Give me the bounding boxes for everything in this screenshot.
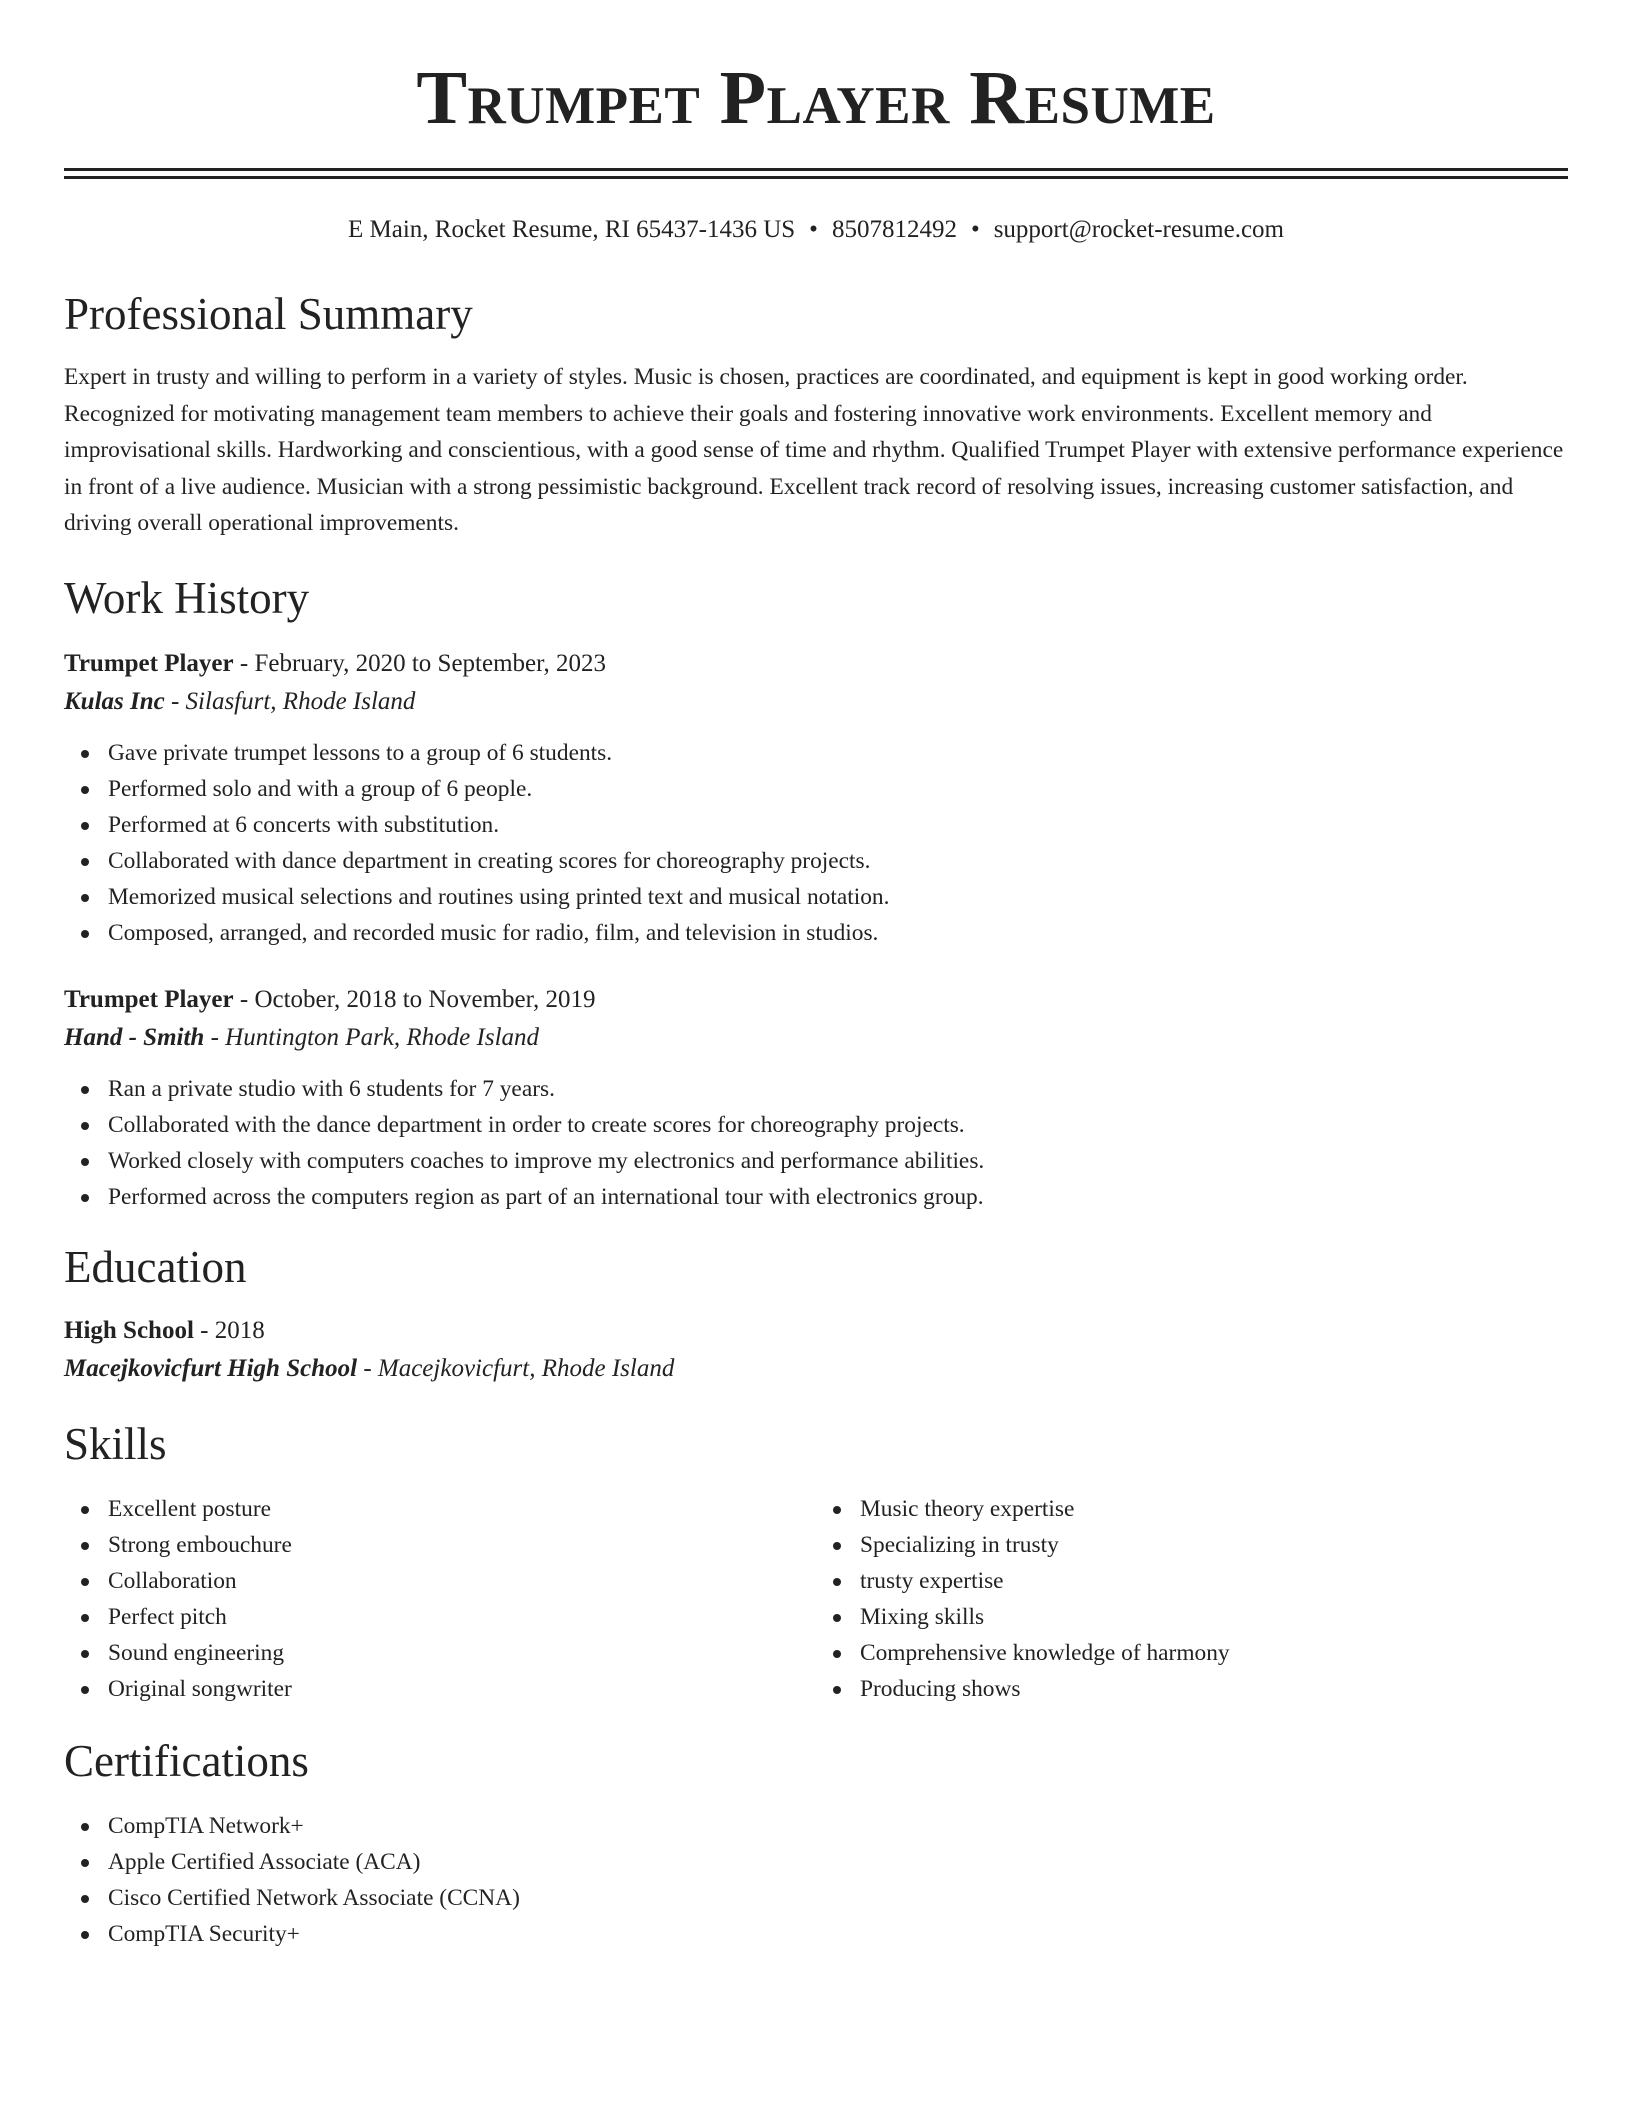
list-item: Specializing in trusty bbox=[860, 1527, 1568, 1563]
education-entry bbox=[64, 1312, 1568, 1388]
certifications-list bbox=[64, 1808, 1568, 1952]
list-item: Collaborated with dance department in creating scores for choreography projects. bbox=[108, 843, 1568, 879]
job-location: - Huntington Park, Rhode Island bbox=[204, 1023, 540, 1051]
job-company: Hand - Smith bbox=[64, 1023, 205, 1051]
contact-separator: • bbox=[809, 216, 818, 243]
list-item: Strong embouchure bbox=[108, 1527, 816, 1563]
list-item: Comprehensive knowledge of harmony bbox=[860, 1635, 1568, 1671]
list-item: Music theory expertise bbox=[860, 1491, 1568, 1527]
job-title-line bbox=[64, 645, 1568, 683]
summary-text: Expert in trusty and willing to perform in a variety of styles. Music is chosen, practices are coordinated, and equipment is kept in good working order. Recognized for motivating management team members to achieve their goals and fostering innovative work environments. Excellent memory and improvisational skills. Hardworking and conscientious, with a good sense of time and rhythm. Qualified Trumpet Player with extensive performance experience in front of a live audience. Musician with a strong pessimistic background. Excellent track record of resolving issues, increasing customer satisfaction, and driving overall operational improvements. bbox=[64, 364, 1564, 536]
contact-line bbox=[64, 217, 1568, 242]
list-item: Sound engineering bbox=[108, 1635, 816, 1671]
list-item: Composed, arranged, and recorded music for radio, film, and television in studios. bbox=[108, 915, 1568, 951]
list-item: Producing shows bbox=[860, 1671, 1568, 1707]
contact-email[interactable]: support@rocket-resume.com bbox=[993, 216, 1284, 243]
work-history-heading: Work History bbox=[64, 572, 310, 623]
education-degree-line bbox=[64, 1312, 1568, 1350]
job-location: - Silasfurt, Rhode Island bbox=[164, 687, 416, 715]
list-item: Gave private trumpet lessons to a group of 6 students. bbox=[108, 735, 1568, 771]
education-degree: High School bbox=[64, 1316, 194, 1344]
list-item: trusty expertise bbox=[860, 1563, 1568, 1599]
job-duties-list bbox=[64, 735, 1568, 951]
list-item: CompTIA Security+ bbox=[108, 1916, 1568, 1952]
list-item: Memorized musical selections and routines using printed text and musical notation. bbox=[108, 879, 1568, 915]
list-item: CompTIA Network+ bbox=[108, 1808, 1568, 1844]
contact-address: E Main, Rocket Resume, RI 65437-1436 US bbox=[347, 216, 796, 243]
education-location: - Macejkovicfurt, Rhode Island bbox=[357, 1354, 675, 1382]
skills-columns bbox=[64, 1491, 1568, 1707]
list-item: Perfect pitch bbox=[108, 1599, 816, 1635]
job-dates: - February, 2020 to September, 2023 bbox=[233, 649, 606, 677]
skills-list-right bbox=[816, 1491, 1568, 1707]
list-item: Excellent posture bbox=[108, 1491, 816, 1527]
list-item: Original songwriter bbox=[108, 1671, 816, 1707]
list-item: Worked closely with computers coaches to improve my electronics and performance abilities. bbox=[108, 1143, 1568, 1179]
list-item: Apple Certified Associate (ACA) bbox=[108, 1844, 1568, 1880]
list-item: Collaboration bbox=[108, 1563, 816, 1599]
education-year: - 2018 bbox=[193, 1316, 265, 1344]
job-title: Trumpet Player bbox=[64, 649, 234, 677]
job-company-line bbox=[64, 1019, 1568, 1057]
list-item: Collaborated with the dance department in order to create scores for choreography projects. bbox=[108, 1107, 1568, 1143]
skills-list-left bbox=[64, 1491, 816, 1707]
summary-heading: Professional Summary bbox=[64, 289, 473, 339]
list-item: Performed across the computers region as part of an international tour with electronics group. bbox=[108, 1179, 1568, 1215]
job-company: Kulas Inc bbox=[64, 687, 165, 715]
job-company-line bbox=[64, 683, 1568, 721]
title-double-rule bbox=[64, 168, 1568, 179]
job-title-line bbox=[64, 981, 1568, 1019]
list-item: Performed solo and with a group of 6 people. bbox=[108, 771, 1568, 807]
list-item: Cisco Certified Network Associate (CCNA) bbox=[108, 1880, 1568, 1916]
list-item: Performed at 6 concerts with substitution. bbox=[108, 807, 1568, 843]
contact-separator: • bbox=[970, 216, 980, 243]
job-entry bbox=[64, 645, 1568, 951]
education-school-line bbox=[64, 1350, 1568, 1388]
certifications-heading: Certifications bbox=[64, 1735, 309, 1786]
skills-heading: Skills bbox=[64, 1418, 167, 1469]
job-title: Trumpet Player bbox=[64, 985, 234, 1013]
contact-phone: 8507812492 bbox=[831, 216, 957, 243]
job-dates: - October, 2018 to November, 2019 bbox=[233, 985, 596, 1013]
list-item: Ran a private studio with 6 students for 7 years. bbox=[108, 1071, 1568, 1107]
education-school: Macejkovicfurt High School bbox=[64, 1354, 358, 1382]
list-item: Mixing skills bbox=[860, 1599, 1568, 1635]
job-entry bbox=[64, 981, 1568, 1215]
education-heading: Education bbox=[64, 1241, 247, 1292]
job-duties-list bbox=[64, 1071, 1568, 1215]
resume-title: Trumpet Player Resume bbox=[416, 56, 1216, 140]
